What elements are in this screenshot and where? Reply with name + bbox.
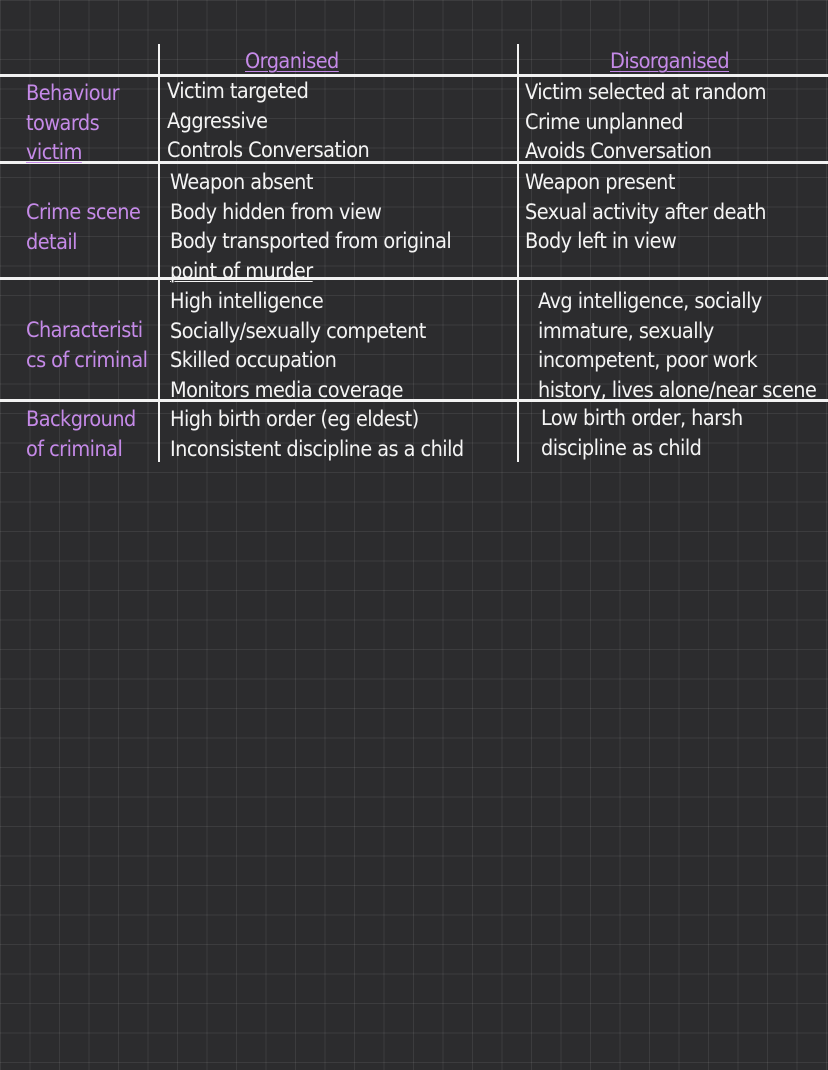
row-label-background: Background of criminal xyxy=(26,407,136,461)
disorganised-background-cell: Low birth order, harsh discipline as child xyxy=(541,406,743,460)
header-disorganised: Disorganised xyxy=(610,49,730,73)
disorganised-characteristics-cell: Avg intelligence, socially immature, sexually incompetent, poor work history, lives alone/near scene xyxy=(538,289,817,402)
disorganised-crime-scene-cell: Weapon present Sexual activity after death Body left in view xyxy=(525,170,766,253)
row-label-crime-scene: Crime scene detail xyxy=(26,200,141,254)
disorganised-behaviour-cell: Victim selected at random Crime unplanned Avoids Conversation xyxy=(525,80,767,163)
organised-background-cell: High birth order (eg eldest) Inconsistent discipline as a child xyxy=(170,407,464,461)
header-organised: Organised xyxy=(245,49,339,73)
row-label-characteristics: Characteristi cs of criminal xyxy=(26,318,148,372)
organised-behaviour-cell: Victim targeted Aggressive Controls Conversation xyxy=(167,79,370,162)
row-label-behaviour: Behaviour towards victim xyxy=(26,81,120,164)
organised-characteristics-cell: High intelligence Socially/sexually competent Skilled occupation Monitors media coverage xyxy=(170,289,426,402)
organised-crime-scene-cell: Weapon absent Body hidden from view Body transported from original point of murder xyxy=(170,170,452,283)
